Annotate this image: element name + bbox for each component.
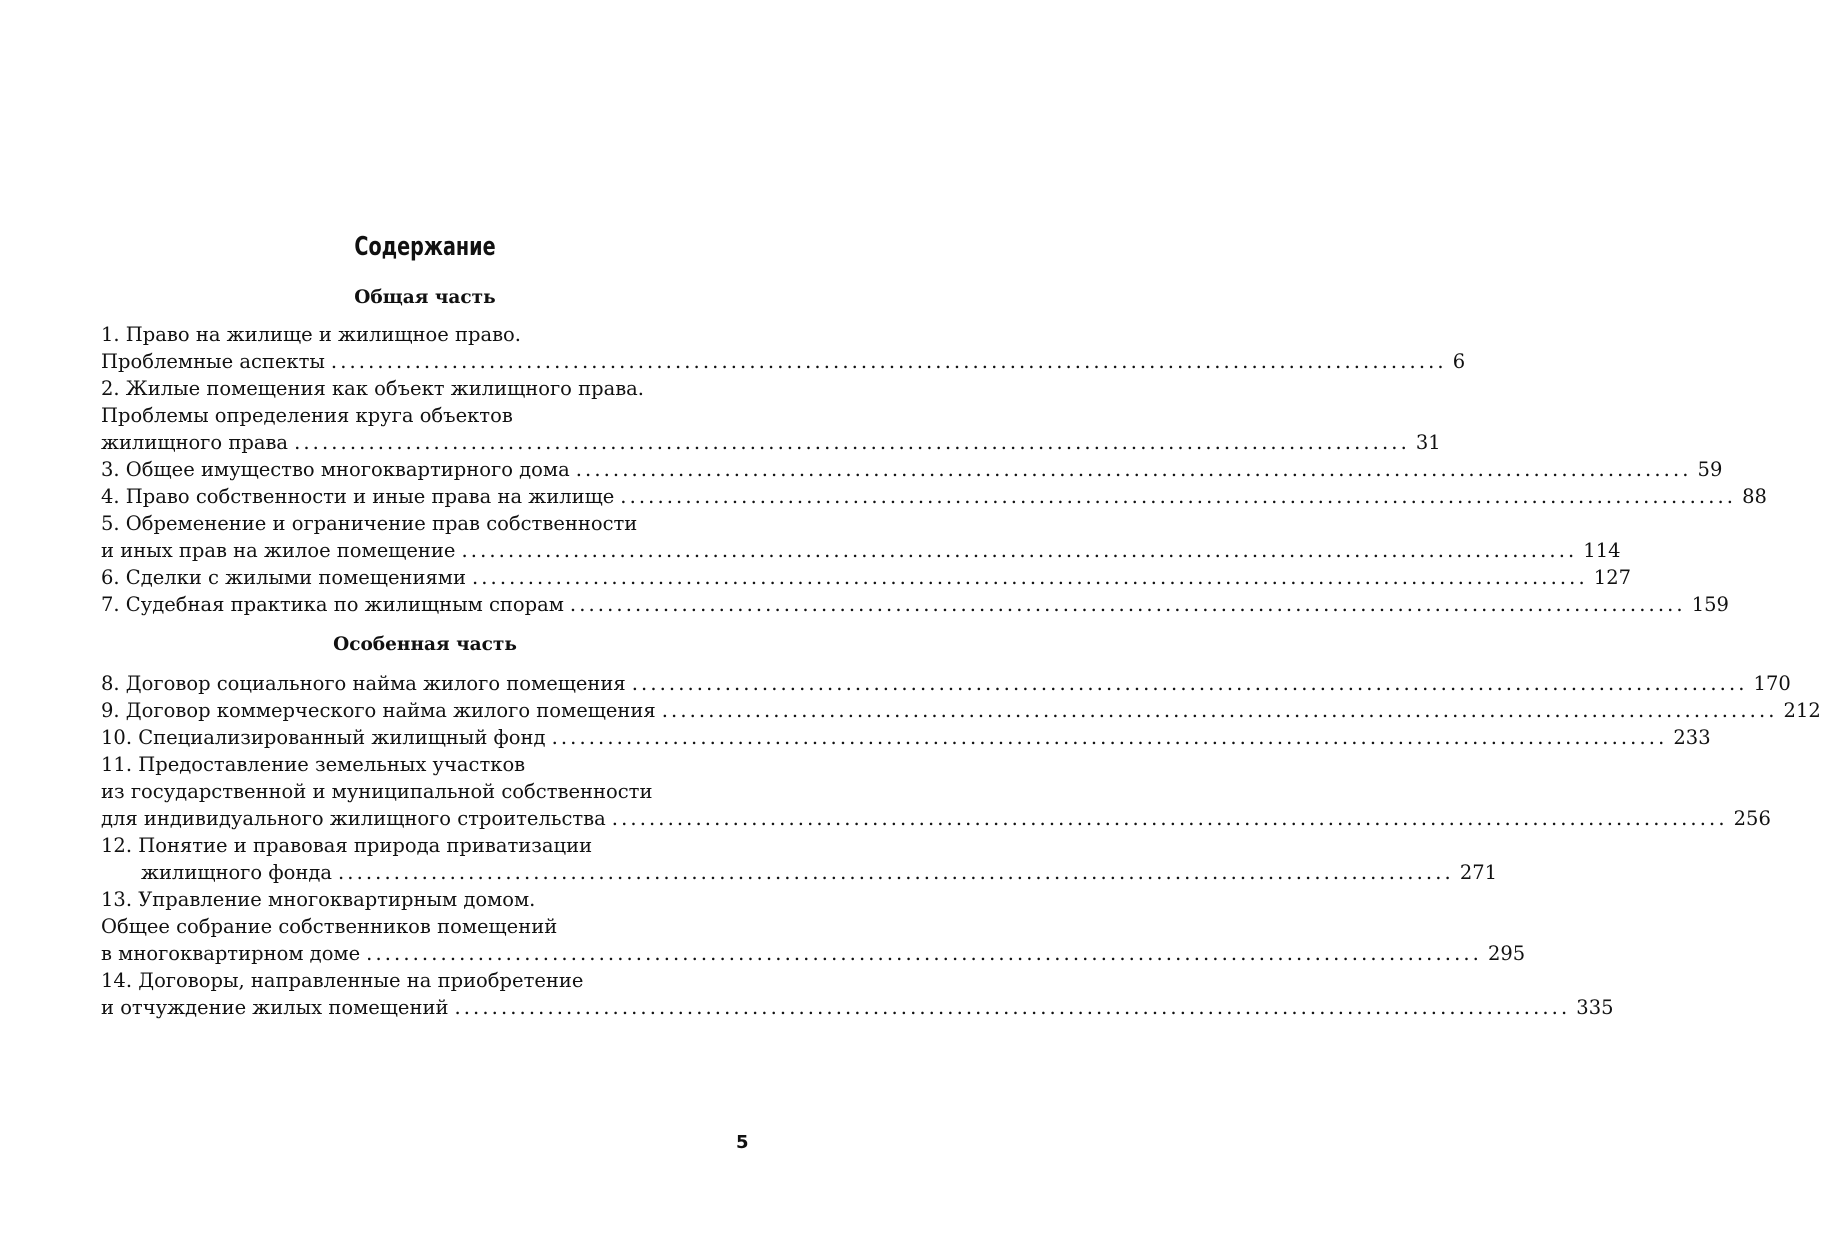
dot-leader: ........................................................................................................................ — [611, 807, 1728, 830]
toc-page-number: 335 — [1576, 996, 1614, 1019]
toc-entry-line: 5. Обременение и ограничение прав собственности — [101, 512, 638, 535]
toc-entry-line: 14. Договоры, направленные на приобретение — [101, 969, 584, 992]
section-heading-special: Особенная часть — [333, 634, 517, 655]
toc-entry[interactable] — [101, 321, 1466, 375]
toc-page-number: 170 — [1753, 672, 1791, 695]
toc-entry[interactable] — [101, 375, 1441, 456]
dot-leader: ........................................................................................................................ — [575, 458, 1692, 481]
dot-leader: ........................................................................................................................ — [620, 485, 1737, 508]
dot-leader: ........................................................................................................................ — [551, 726, 1668, 749]
toc-entry[interactable] — [101, 832, 1498, 886]
dot-leader: ........................................................................................................................ — [294, 431, 1410, 454]
toc-entry-title: в многоквартирном доме — [101, 942, 361, 965]
toc-entry-title: жилищного фонда — [141, 861, 332, 884]
dot-leader: ........................................................................................................................ — [330, 350, 1447, 373]
toc-entry-title: и иных прав на жилое помещение — [101, 539, 456, 562]
dot-leader: ........................................................................................................................ — [454, 996, 1571, 1019]
toc-page-number: 212 — [1783, 699, 1821, 722]
page-number: 5 — [736, 1132, 749, 1153]
page-title: Содержание — [354, 232, 496, 262]
toc-page-number: 31 — [1415, 431, 1441, 454]
toc-entry[interactable] — [101, 483, 1767, 510]
dot-leader: ........................................................................................................................ — [461, 539, 1578, 562]
toc-page-number: 159 — [1691, 593, 1729, 616]
dot-leader: ........................................................................................................................ — [661, 699, 1778, 722]
toc-entry[interactable] — [101, 751, 1771, 832]
toc-entry-title: 3. Общее имущество многоквартирного дома — [101, 458, 570, 481]
toc-entry-title: 7. Судебная практика по жилищным спорам — [101, 593, 564, 616]
toc-entry-title: для индивидуального жилищного строительства — [101, 807, 606, 830]
toc-entry[interactable] — [101, 724, 1711, 751]
toc-entry-line: из государственной и муниципальной собственности — [101, 780, 653, 803]
toc-entry-title: 8. Договор социального найма жилого помещения — [101, 672, 626, 695]
toc-page-number: 114 — [1583, 539, 1621, 562]
dot-leader: ........................................................................................................................ — [471, 566, 1588, 589]
dot-leader: ........................................................................................................................ — [569, 593, 1686, 616]
dot-leader: ........................................................................................................................ — [631, 672, 1748, 695]
toc-page-number: 256 — [1733, 807, 1771, 830]
toc-page-number: 6 — [1452, 350, 1466, 373]
toc-entry-line: Общее собрание собственников помещений — [101, 915, 558, 938]
toc-entry-title: жилищного права — [101, 431, 289, 454]
toc-entry-title: 10. Специализированный жилищный фонд — [101, 726, 546, 749]
toc-page-number: 271 — [1459, 861, 1498, 884]
toc-general — [101, 321, 1767, 618]
section-heading-general: Общая часть — [354, 287, 496, 308]
toc-entry-title: Проблемные аспекты — [101, 350, 325, 373]
toc-entry-title: и отчуждение жилых помещений — [101, 996, 449, 1019]
toc-entry-line: 1. Право на жилище и жилищное право. — [101, 323, 521, 346]
toc-entry-line: Проблемы определения круга объектов — [101, 404, 513, 427]
toc-entry-line: 11. Предоставление земельных участков — [101, 753, 526, 776]
toc-page-number: 233 — [1673, 726, 1711, 749]
toc-page-number: 88 — [1742, 485, 1767, 508]
toc-page-number: 127 — [1593, 566, 1632, 589]
toc-entry-title: 4. Право собственности и иные права на жилище — [101, 485, 615, 508]
toc-page-number: 59 — [1697, 458, 1723, 481]
toc-entry[interactable] — [101, 886, 1526, 967]
toc-entry-line: 2. Жилые помещения как объект жилищного права. — [101, 377, 645, 400]
dot-leader: ........................................................................................................................ — [366, 942, 1482, 965]
toc-entry-line: 13. Управление многоквартирным домом. — [101, 888, 536, 911]
toc-entry-line: 12. Понятие и правовая природа приватизации — [101, 834, 593, 857]
toc-special — [101, 670, 1821, 1021]
toc-entry[interactable] — [101, 967, 1614, 1021]
toc-entry[interactable] — [101, 670, 1791, 697]
toc-entry[interactable] — [101, 697, 1821, 724]
toc-entry[interactable] — [101, 564, 1632, 591]
toc-entry-title: 9. Договор коммерческого найма жилого помещения — [101, 699, 656, 722]
toc-entry[interactable] — [101, 510, 1621, 564]
toc-entry-title: 6. Сделки с жилыми помещениями — [101, 566, 466, 589]
toc-page-number: 295 — [1487, 942, 1526, 965]
toc-entry[interactable] — [101, 591, 1729, 618]
dot-leader: ........................................................................................................................ — [337, 861, 1454, 884]
toc-entry[interactable] — [101, 456, 1723, 483]
